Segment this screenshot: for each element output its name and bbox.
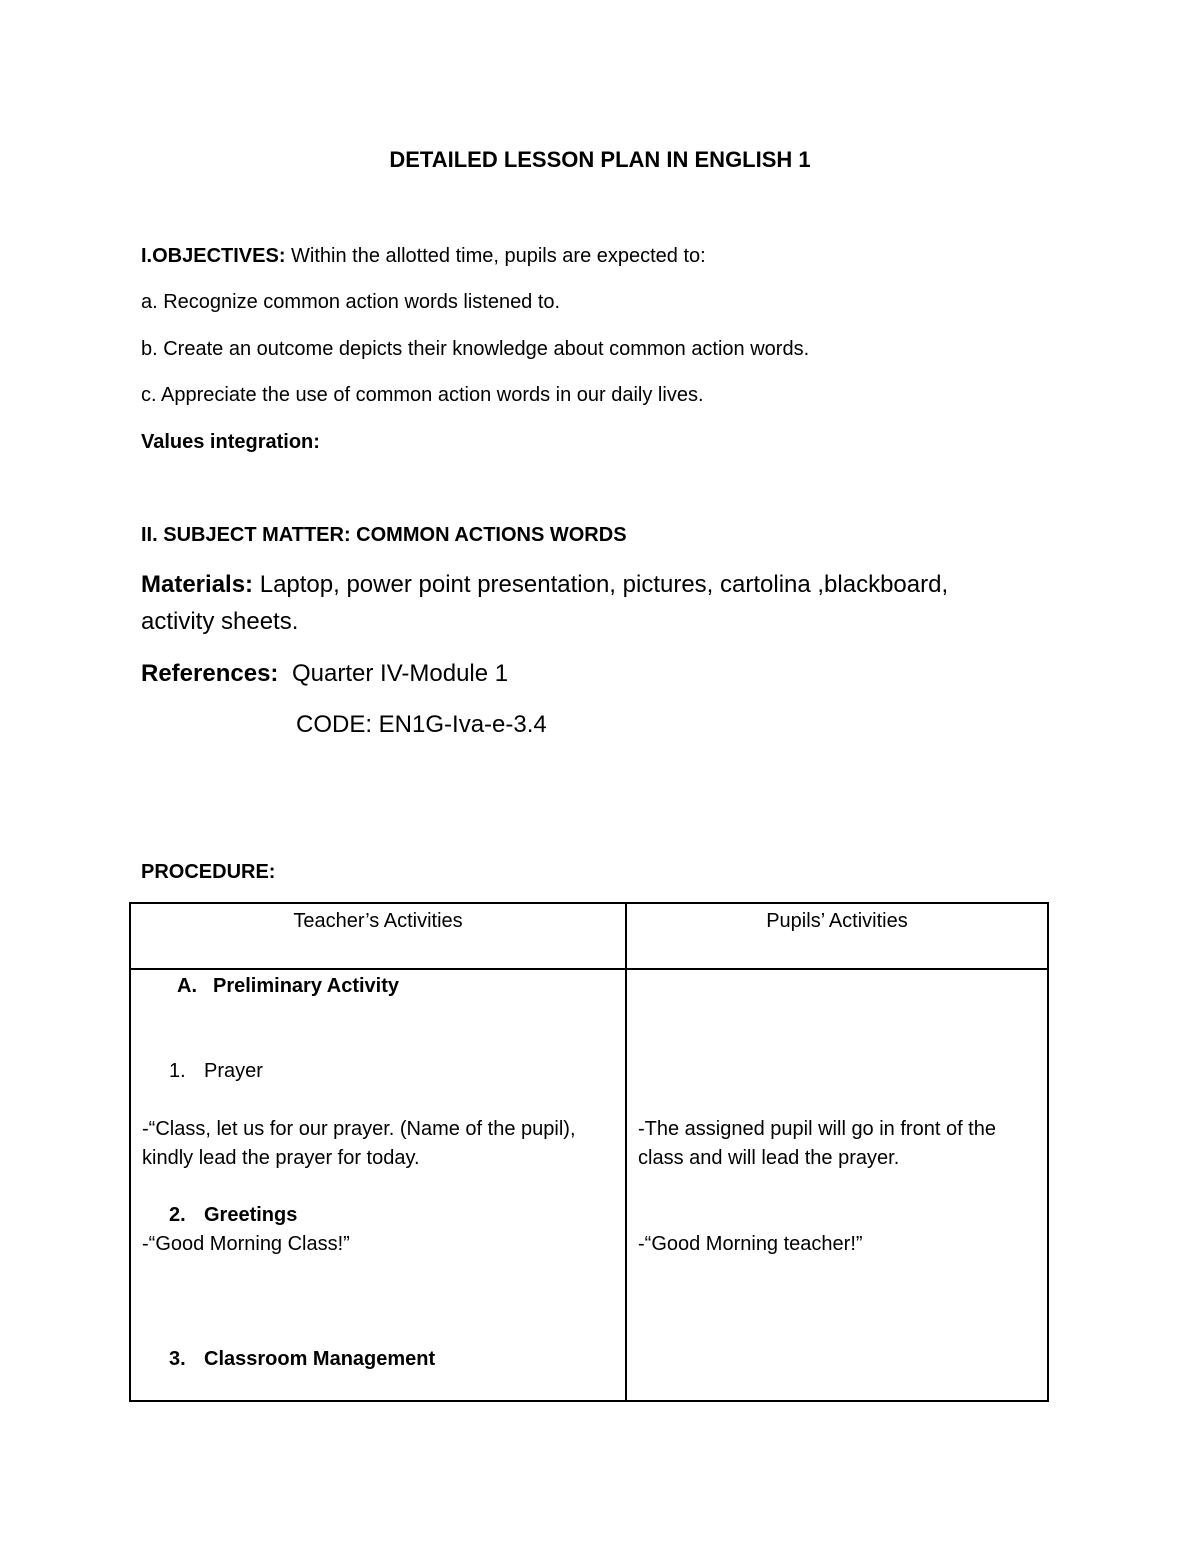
pupils-activities-header: Pupils’ Activities: [626, 903, 1048, 969]
materials-list: Laptop, power point presentation, pictures, cartolina ,blackboard,: [253, 571, 949, 598]
document-title: DETAILED LESSON PLAN IN ENGLISH 1: [389, 147, 811, 172]
objective-item-c: c. Appreciate the use of common action words in our daily lives.: [141, 384, 704, 406]
references-label: References:: [141, 660, 279, 687]
teacher-prayer-line-1: -“Class, let us for our prayer. (Name of the pupil),: [142, 1118, 576, 1140]
references-value: Quarter IV-Module 1: [292, 660, 509, 687]
objectives-line: [141, 244, 706, 268]
objective-item-a: a. Recognize common action words listened to.: [141, 291, 561, 313]
step-1-title: Prayer: [204, 1060, 263, 1082]
pupil-prayer-line-2: class and will lead the prayer.: [638, 1147, 900, 1169]
objective-item-b: b. Create an outcome depicts their knowledge about common action words.: [141, 338, 810, 360]
step-2-title: Greetings: [204, 1204, 298, 1226]
subject-matter-heading: II. SUBJECT MATTER: COMMON ACTIONS WORDS: [141, 524, 627, 546]
objectives-label: I.OBJECTIVES:: [141, 245, 286, 267]
procedure-label: PROCEDURE:: [141, 861, 276, 883]
teacher-prayer-line-2: kindly lead the prayer for today.: [142, 1147, 420, 1169]
teacher-activities-header: Teacher’s Activities: [130, 903, 626, 969]
step-1-marker: 1.: [169, 1060, 186, 1082]
materials-line: [141, 570, 948, 600]
procedure-body-row: [130, 969, 1048, 1401]
step-2-marker: 2.: [169, 1204, 186, 1226]
procedure-table: [129, 902, 1049, 1402]
pupil-prayer-line-1: -The assigned pupil will go in front of the: [638, 1118, 996, 1140]
materials-label: Materials:: [141, 571, 254, 598]
section-a-marker: A.: [177, 975, 197, 997]
section-a-title: Preliminary Activity: [213, 975, 400, 997]
step-3-marker: 3.: [169, 1348, 186, 1370]
materials-list-cont: activity sheets.: [141, 608, 299, 635]
procedure-header-row: [130, 903, 1048, 969]
pupil-greeting: -“Good Morning teacher!”: [638, 1233, 863, 1255]
teacher-activities-cell: [130, 969, 626, 1401]
references-code: CODE: EN1G-Iva-e-3.4: [296, 711, 547, 738]
objectives-intro: Within the allotted time, pupils are expected to:: [285, 245, 706, 267]
teacher-greeting: -“Good Morning Class!”: [142, 1233, 350, 1255]
step-3-title: Classroom Management: [204, 1348, 436, 1370]
values-integration-label: Values integration:: [141, 431, 320, 453]
pupils-activities-cell: [626, 969, 1048, 1401]
